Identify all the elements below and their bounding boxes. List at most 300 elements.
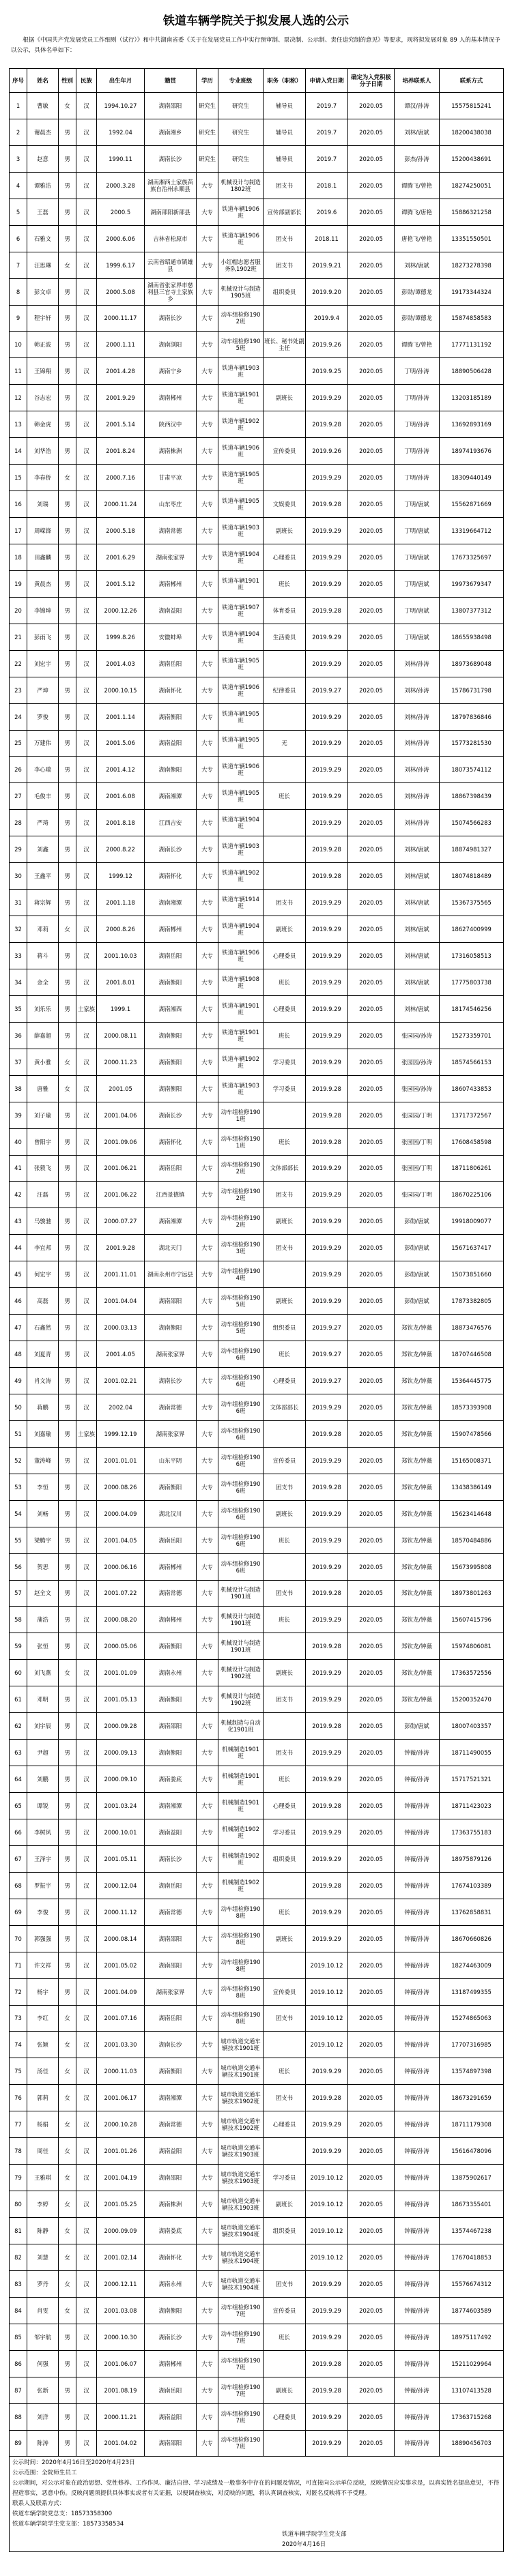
table-cell: 副班长 (264, 385, 306, 411)
table-cell: 班长 (264, 2058, 306, 2085)
table-cell: 2020.05 (348, 2138, 395, 2165)
table-row (10, 1447, 504, 1474)
table-cell: 副班长 (264, 2377, 306, 2403)
table-cell: 2020.05 (348, 2032, 395, 2058)
table-cell: 大专 (197, 358, 218, 385)
table-cell: 18711179308 (440, 2111, 504, 2138)
table-cell: 2001.8.24 (97, 438, 145, 465)
table-cell: 2020.05 (348, 278, 395, 305)
table-cell: 丁明/孙涛 (395, 358, 440, 385)
table-cell: 51 (10, 1420, 27, 1447)
table-cell: 丁明/孙涛 (395, 465, 440, 491)
table-cell: 研究生 (197, 119, 218, 145)
table-cell: 城市轨道交通车辆技术1904班 (218, 2244, 264, 2270)
table-cell: 团支书 (264, 1580, 306, 1607)
table-cell: 2000.10.01 (97, 1819, 145, 1845)
table-cell: 大专 (197, 1872, 218, 1899)
table-cell: 2020.05 (348, 1925, 395, 1952)
table-cell (264, 411, 306, 438)
table-cell (264, 1102, 306, 1128)
table-cell: 大专 (197, 2218, 218, 2244)
candidate-table (9, 68, 504, 2552)
table-cell: 2020.05 (348, 1899, 395, 1925)
table-cell: 男 (59, 1845, 76, 1872)
table-cell: 2020.05 (348, 1819, 395, 1845)
table-cell: 汉 (76, 2138, 97, 2165)
table-cell: 动车组检修1906班 (218, 1553, 264, 1580)
table-cell: 34 (10, 969, 27, 995)
table-cell: 2020.05 (348, 1049, 395, 1075)
table-cell: 2019.9.28 (306, 1872, 348, 1899)
table-row (10, 2165, 504, 2191)
table-cell: 2020.05 (348, 119, 395, 145)
table-cell: 15671637417 (440, 1235, 504, 1261)
table-cell: 研究生 (197, 93, 218, 119)
table-cell: 湖南郴州 (145, 570, 197, 597)
table-cell: 37 (10, 1049, 27, 1075)
table-cell: 汉 (76, 783, 97, 810)
table-cell: 湖南常德 (145, 518, 197, 544)
table-cell: 男 (59, 1447, 76, 1474)
table-cell: 陕西汉中 (145, 411, 197, 438)
table-row (10, 1925, 504, 1952)
table-cell: 2000.5.18 (97, 518, 145, 544)
col-header-activist-date: 确定为入党积极分子日期 (348, 69, 395, 93)
table-row (10, 995, 504, 1022)
table-cell: 男 (59, 1713, 76, 1740)
table-cell: 大专 (197, 2191, 218, 2218)
table-cell: 湖南岳阳 (145, 2377, 197, 2403)
table-cell: 汉 (76, 1368, 97, 1394)
table-cell: 动车组检修1906班 (218, 1420, 264, 1447)
table-cell: 肖雯 (27, 2297, 59, 2324)
table-cell: 丁明/唐斌 (395, 518, 440, 544)
table-cell: 2019.9.28 (306, 836, 348, 863)
table-row (10, 1022, 504, 1049)
table-cell: 郑钦龙/钟薇 (395, 1368, 440, 1394)
table-cell: 2020.05 (348, 2297, 395, 2324)
table-cell: 汉 (76, 677, 97, 703)
table-cell: 17670418853 (440, 2244, 504, 2270)
table-cell (264, 465, 306, 491)
table-row (10, 2032, 504, 2058)
table-cell: 湖南邵阳 (145, 1713, 197, 1740)
table-cell: 王磊 (27, 199, 59, 225)
table-cell: 2001.02.14 (97, 2244, 145, 2270)
table-cell: 男 (59, 1952, 76, 1978)
table-row (10, 1288, 504, 1315)
table-cell: 18274250051 (440, 172, 504, 199)
table-cell (264, 863, 306, 890)
table-cell: 47 (10, 1315, 27, 1341)
table-cell: 2001.04.06 (97, 1102, 145, 1128)
table-row (10, 570, 504, 597)
table-cell: 大专 (197, 1607, 218, 1633)
table-cell: 68 (10, 1872, 27, 1899)
table-cell: 18274463009 (440, 1952, 504, 1978)
table-cell: 男 (59, 518, 76, 544)
table-cell: 汉 (76, 305, 97, 332)
table-cell: 大专 (197, 1368, 218, 1394)
table-cell: 男 (59, 1633, 76, 1660)
table-cell: 学习委员 (264, 1075, 306, 1102)
table-cell: 唐艳飞/曾艳 (395, 225, 440, 252)
table-cell: 刘林/孙涛 (395, 810, 440, 836)
table-cell: 2000.8.22 (97, 836, 145, 863)
table-cell: 黄晨杰 (27, 570, 59, 597)
table-cell: 2020.05 (348, 1713, 395, 1740)
table-cell: 2020.05 (348, 1128, 395, 1155)
table-cell (264, 1633, 306, 1660)
table-cell: 男 (59, 411, 76, 438)
table-cell: 2020.05 (348, 1845, 395, 1872)
table-cell: 大专 (197, 1500, 218, 1527)
table-cell: 56 (10, 1553, 27, 1580)
table-row (10, 2377, 504, 2403)
table-cell: 18890456703 (440, 2430, 504, 2457)
table-cell: 湖南益阳 (145, 597, 197, 624)
table-cell: 男 (59, 597, 76, 624)
table-cell: 18673355401 (440, 2191, 504, 2218)
table-cell: 男 (59, 1394, 76, 1420)
table-cell: 汉 (76, 93, 97, 119)
table-cell: 机械设计与制造1902班 (218, 1660, 264, 1686)
table-cell: 湖南岳阳 (145, 650, 197, 677)
table-row (10, 2191, 504, 2218)
table-cell: 彭勋/谭德龙 (395, 305, 440, 332)
table-cell: 女 (59, 252, 76, 278)
table-cell: 湖南常德 (145, 1580, 197, 1607)
table-cell: 男 (59, 890, 76, 916)
table-cell: 郑钦龙/钟薇 (395, 1447, 440, 1474)
table-cell: 2019.9.29 (306, 757, 348, 783)
table-cell: 郭强强 (27, 1925, 59, 1952)
table-cell: 大专 (197, 332, 218, 358)
table-row (10, 677, 504, 703)
table-cell: 副班长 (264, 1288, 306, 1315)
table-cell: 宣传部副部长 (264, 199, 306, 225)
table-cell: 18670225106 (440, 1182, 504, 1208)
table-cell: 2019.9.29 (306, 2111, 348, 2138)
table-cell: 湖南株洲 (145, 2191, 197, 2218)
table-cell: 甘肃平凉 (145, 465, 197, 491)
table-cell: 大专 (197, 916, 218, 943)
table-cell: 15274865063 (440, 2005, 504, 2032)
table-cell: 大专 (197, 2138, 218, 2165)
table-cell: 肖文涛 (27, 1368, 59, 1394)
table-cell: 2020.05 (348, 1978, 395, 2005)
table-cell: 2020.05 (348, 1633, 395, 1660)
table-cell: 2019.9.28 (306, 411, 348, 438)
table-cell: 2020.05 (348, 810, 395, 836)
table-cell: 2019.9.29 (306, 1288, 348, 1315)
table-cell: 15211029964 (440, 2350, 504, 2377)
table-cell: 2019.9.26 (306, 332, 348, 358)
table-cell: 54 (10, 1500, 27, 1527)
table-row (10, 1075, 504, 1102)
table-cell: 15623414648 (440, 1500, 504, 1527)
table-cell: 2018.1 (306, 172, 348, 199)
table-cell: 2019.9.29 (306, 1899, 348, 1925)
table-row (10, 916, 504, 943)
table-row (10, 145, 504, 172)
table-cell: 2000.10.28 (97, 2111, 145, 2138)
table-cell: 大专 (197, 1341, 218, 1368)
table-cell: 男 (59, 385, 76, 411)
table-row (10, 1182, 504, 1208)
table-row (10, 1500, 504, 1527)
table-cell: 84 (10, 2297, 27, 2324)
table-cell: 大专 (197, 1155, 218, 1182)
table-cell: 城市轨道交通车辆技术1904班 (218, 2270, 264, 2297)
table-cell: 2001.01.26 (97, 2138, 145, 2165)
table-cell (264, 650, 306, 677)
table-cell: 15074566283 (440, 810, 504, 836)
table-cell: 男 (59, 995, 76, 1022)
table-cell: 湖南永州 (145, 2270, 197, 2297)
table-cell: 城市轨道交通车辆技术1901班 (218, 2058, 264, 2085)
table-cell: 大专 (197, 1261, 218, 1288)
table-cell: 18974193676 (440, 438, 504, 465)
table-cell: 铁道车辆1902班 (218, 863, 264, 890)
table-cell: 男 (59, 145, 76, 172)
table-cell: 云南省昭通市镇雄县 (145, 252, 197, 278)
table-cell: 钟薇/孙涛 (395, 2297, 440, 2324)
table-cell: 铁道车辆1904班 (218, 810, 264, 836)
table-cell: 机械制造1901班 (218, 1793, 264, 1819)
table-cell: 男 (59, 1607, 76, 1633)
table-cell: 刘宇辰 (27, 1713, 59, 1740)
table-cell: 无 (264, 730, 306, 757)
table-cell: 男 (59, 1899, 76, 1925)
table-cell: 男 (59, 2350, 76, 2377)
table-cell: 18574566153 (440, 1049, 504, 1075)
signoff-date: 2020年4月16日 (282, 2541, 326, 2549)
table-cell: 大专 (197, 2032, 218, 2058)
table-cell: 大专 (197, 863, 218, 890)
table-cell: 金全 (27, 969, 59, 995)
table-cell: 汉 (76, 570, 97, 597)
table-cell: 丁明/唐斌 (395, 491, 440, 518)
table-cell: 湖南郴州 (145, 1553, 197, 1580)
table-cell (264, 1553, 306, 1580)
table-cell: 2019.9.29 (306, 890, 348, 916)
table-cell: 大专 (197, 730, 218, 757)
table-cell: 女 (59, 2218, 76, 2244)
table-cell: 大专 (197, 305, 218, 332)
table-row (10, 1978, 504, 2005)
table-cell: 17316058513 (440, 943, 504, 969)
table-cell: 男 (59, 119, 76, 145)
table-cell: 湖南长沙 (145, 2324, 197, 2350)
table-cell: 2000.09.10 (97, 1766, 145, 1793)
table-cell: 湖南邵阳 (145, 93, 197, 119)
table-cell: 班长 (264, 1899, 306, 1925)
table-cell: 2001.07.22 (97, 1580, 145, 1607)
table-cell: 学习委员 (264, 1819, 306, 1845)
table-cell: 43 (10, 1208, 27, 1235)
table-cell: 邓明 (27, 1686, 59, 1713)
table-cell: 2001.4.28 (97, 358, 145, 385)
table-cell: 2019.9.29 (306, 1394, 348, 1420)
table-cell (264, 1261, 306, 1288)
table-cell: 男 (59, 358, 76, 385)
table-cell: 班长 (264, 1022, 306, 1049)
table-cell: 湖南永州 (145, 1660, 197, 1686)
table-cell: 15616478096 (440, 2138, 504, 2165)
table-cell: 汉 (76, 1474, 97, 1500)
table-cell: 2019.9.29 (306, 995, 348, 1022)
table-cell: 李俊 (27, 1899, 59, 1925)
table-cell: 王鑫平 (27, 863, 59, 890)
table-cell: 2000.11.17 (97, 305, 145, 332)
table-cell: 2019.9.20 (306, 278, 348, 305)
table-cell: 2001.05.25 (97, 2191, 145, 2218)
table-row (10, 2403, 504, 2430)
table-cell: 2019.9.28 (306, 1633, 348, 1660)
table-cell: 女 (59, 2138, 76, 2165)
table-cell: 17873382805 (440, 1288, 504, 1315)
table-cell: 刘林/唐斌 (395, 943, 440, 969)
table-cell: 钟薇/孙涛 (395, 2270, 440, 2297)
table-cell: 59 (10, 1633, 27, 1660)
table-cell: 2020.05 (348, 1394, 395, 1420)
table-cell: 刘林/孙涛 (395, 703, 440, 730)
table-cell: 2019.9.29 (306, 2138, 348, 2165)
table-cell: 汉 (76, 1500, 97, 1527)
table-cell: 大专 (197, 2111, 218, 2138)
table-cell: 69 (10, 1899, 27, 1925)
table-row (10, 1261, 504, 1288)
table-cell: 大专 (197, 1447, 218, 1474)
table-cell: 钟薇/孙涛 (395, 1740, 440, 1766)
table-cell: 汉 (76, 890, 97, 916)
table-cell: 大专 (197, 2403, 218, 2430)
table-cell: 彭勋/唐斌 (395, 1235, 440, 1261)
table-cell: 2019.9.29 (306, 730, 348, 757)
table-cell: 何宏宇 (27, 1261, 59, 1288)
table-cell: 动车组检修1902班 (218, 1208, 264, 1235)
table-cell: 动车组检修1908班 (218, 1952, 264, 1978)
table-cell: 大专 (197, 2270, 218, 2297)
table-cell: 2001.03.24 (97, 1793, 145, 1819)
table-row (10, 783, 504, 810)
table-cell: 22 (10, 650, 27, 677)
table-cell: 男 (59, 1368, 76, 1394)
table-cell: 2020.05 (348, 332, 395, 358)
table-cell: 2020.05 (348, 2005, 395, 2032)
table-cell: 董涛峰 (27, 1447, 59, 1474)
table-cell: 城市轨道交通车辆技术1901班 (218, 2032, 264, 2058)
table-cell: 郑钦龙/钟薇 (395, 1607, 440, 1633)
table-row (10, 544, 504, 570)
table-cell: 汉 (76, 916, 97, 943)
table-cell: 2000.05.06 (97, 1633, 145, 1660)
table-cell: 男 (59, 1766, 76, 1793)
table-cell: 45 (10, 1261, 27, 1288)
table-cell: 湖南省张家界市慈利县三官寺土家族乡 (145, 278, 197, 305)
table-cell: 学习委员 (264, 2165, 306, 2191)
table-cell: 湖南衡阳 (145, 757, 197, 783)
table-cell: 女 (59, 2191, 76, 2218)
table-cell: 湖南娄底 (145, 2218, 197, 2244)
table-cell: 2020.05 (348, 597, 395, 624)
table-cell: 2000.11.24 (97, 491, 145, 518)
table-cell: 钟薇/孙涛 (395, 2085, 440, 2111)
table-row (10, 1102, 504, 1128)
table-cell: 汉 (76, 1660, 97, 1686)
table-cell: 汉 (76, 332, 97, 358)
table-cell: 动车组检修1907班 (218, 2430, 264, 2457)
table-cell: 大专 (197, 2244, 218, 2270)
table-cell: 湖南常德 (145, 1899, 197, 1925)
table-cell: 谭汉/孙涛 (395, 93, 440, 119)
table-cell: 男 (59, 2324, 76, 2350)
table-cell: 2020.05 (348, 1660, 395, 1686)
table-cell: 男 (59, 1182, 76, 1208)
table-row (10, 518, 504, 544)
table-cell: 2000.08.26 (97, 1474, 145, 1500)
table-cell: 丁明/唐斌 (395, 624, 440, 650)
table-cell: 2019.9.28 (306, 1128, 348, 1155)
table-cell: 铁道车辆1903班 (218, 358, 264, 385)
table-cell: 57 (10, 1580, 27, 1607)
table-cell: 机械制造1902班 (218, 1819, 264, 1845)
table-cell (264, 2350, 306, 2377)
table-cell: 团支书 (264, 2085, 306, 2111)
table-cell: 大专 (197, 1766, 218, 1793)
table-cell: 汉 (76, 2085, 97, 2111)
table-cell: 2020.05 (348, 1075, 395, 1102)
table-cell: 彭文卓 (27, 278, 59, 305)
table-cell: 张园园/丁明 (395, 1155, 440, 1182)
table-row (10, 1766, 504, 1793)
table-cell: 湖南浏阳 (145, 332, 197, 358)
table-cell: 2020.05 (348, 916, 395, 943)
table-header-row (10, 69, 504, 93)
table-cell: 2000.5.08 (97, 278, 145, 305)
table-cell: 湖南衡阳 (145, 703, 197, 730)
table-cell: 组织委员 (264, 1315, 306, 1341)
table-cell: 机械设计与制造1901班 (218, 1607, 264, 1633)
table-cell: 机械设计与制造1901班 (218, 1633, 264, 1660)
table-cell: 女 (59, 2085, 76, 2111)
table-cell: 74 (10, 2032, 27, 2058)
table-cell: 团支书 (264, 1740, 306, 1766)
table-cell: 大专 (197, 411, 218, 438)
table-cell: 班长 (264, 969, 306, 995)
table-cell: 刘林/唐斌 (395, 119, 440, 145)
table-row (10, 1740, 504, 1766)
table-cell: 2000.09.13 (97, 1740, 145, 1766)
table-cell: 黄小雅 (27, 1049, 59, 1075)
table-cell: 郑钦龙/钟薇 (395, 1315, 440, 1341)
table-cell: 大专 (197, 624, 218, 650)
table-cell: 2020.05 (348, 2058, 395, 2085)
table-cell: 男 (59, 1315, 76, 1341)
table-cell: 铁道车辆1906班 (218, 943, 264, 969)
table-cell: 大专 (197, 172, 218, 199)
table-cell: 13875902617 (440, 2165, 504, 2191)
table-row (10, 252, 504, 278)
table-cell: 大专 (197, 2350, 218, 2377)
table-cell: 15786731798 (440, 677, 504, 703)
table-cell: 女 (59, 2058, 76, 2085)
table-cell: 湖南岳阳 (145, 1872, 197, 1899)
table-cell: 汉 (76, 2350, 97, 2377)
table-cell: 13 (10, 411, 27, 438)
table-cell: 汉 (76, 1182, 97, 1208)
